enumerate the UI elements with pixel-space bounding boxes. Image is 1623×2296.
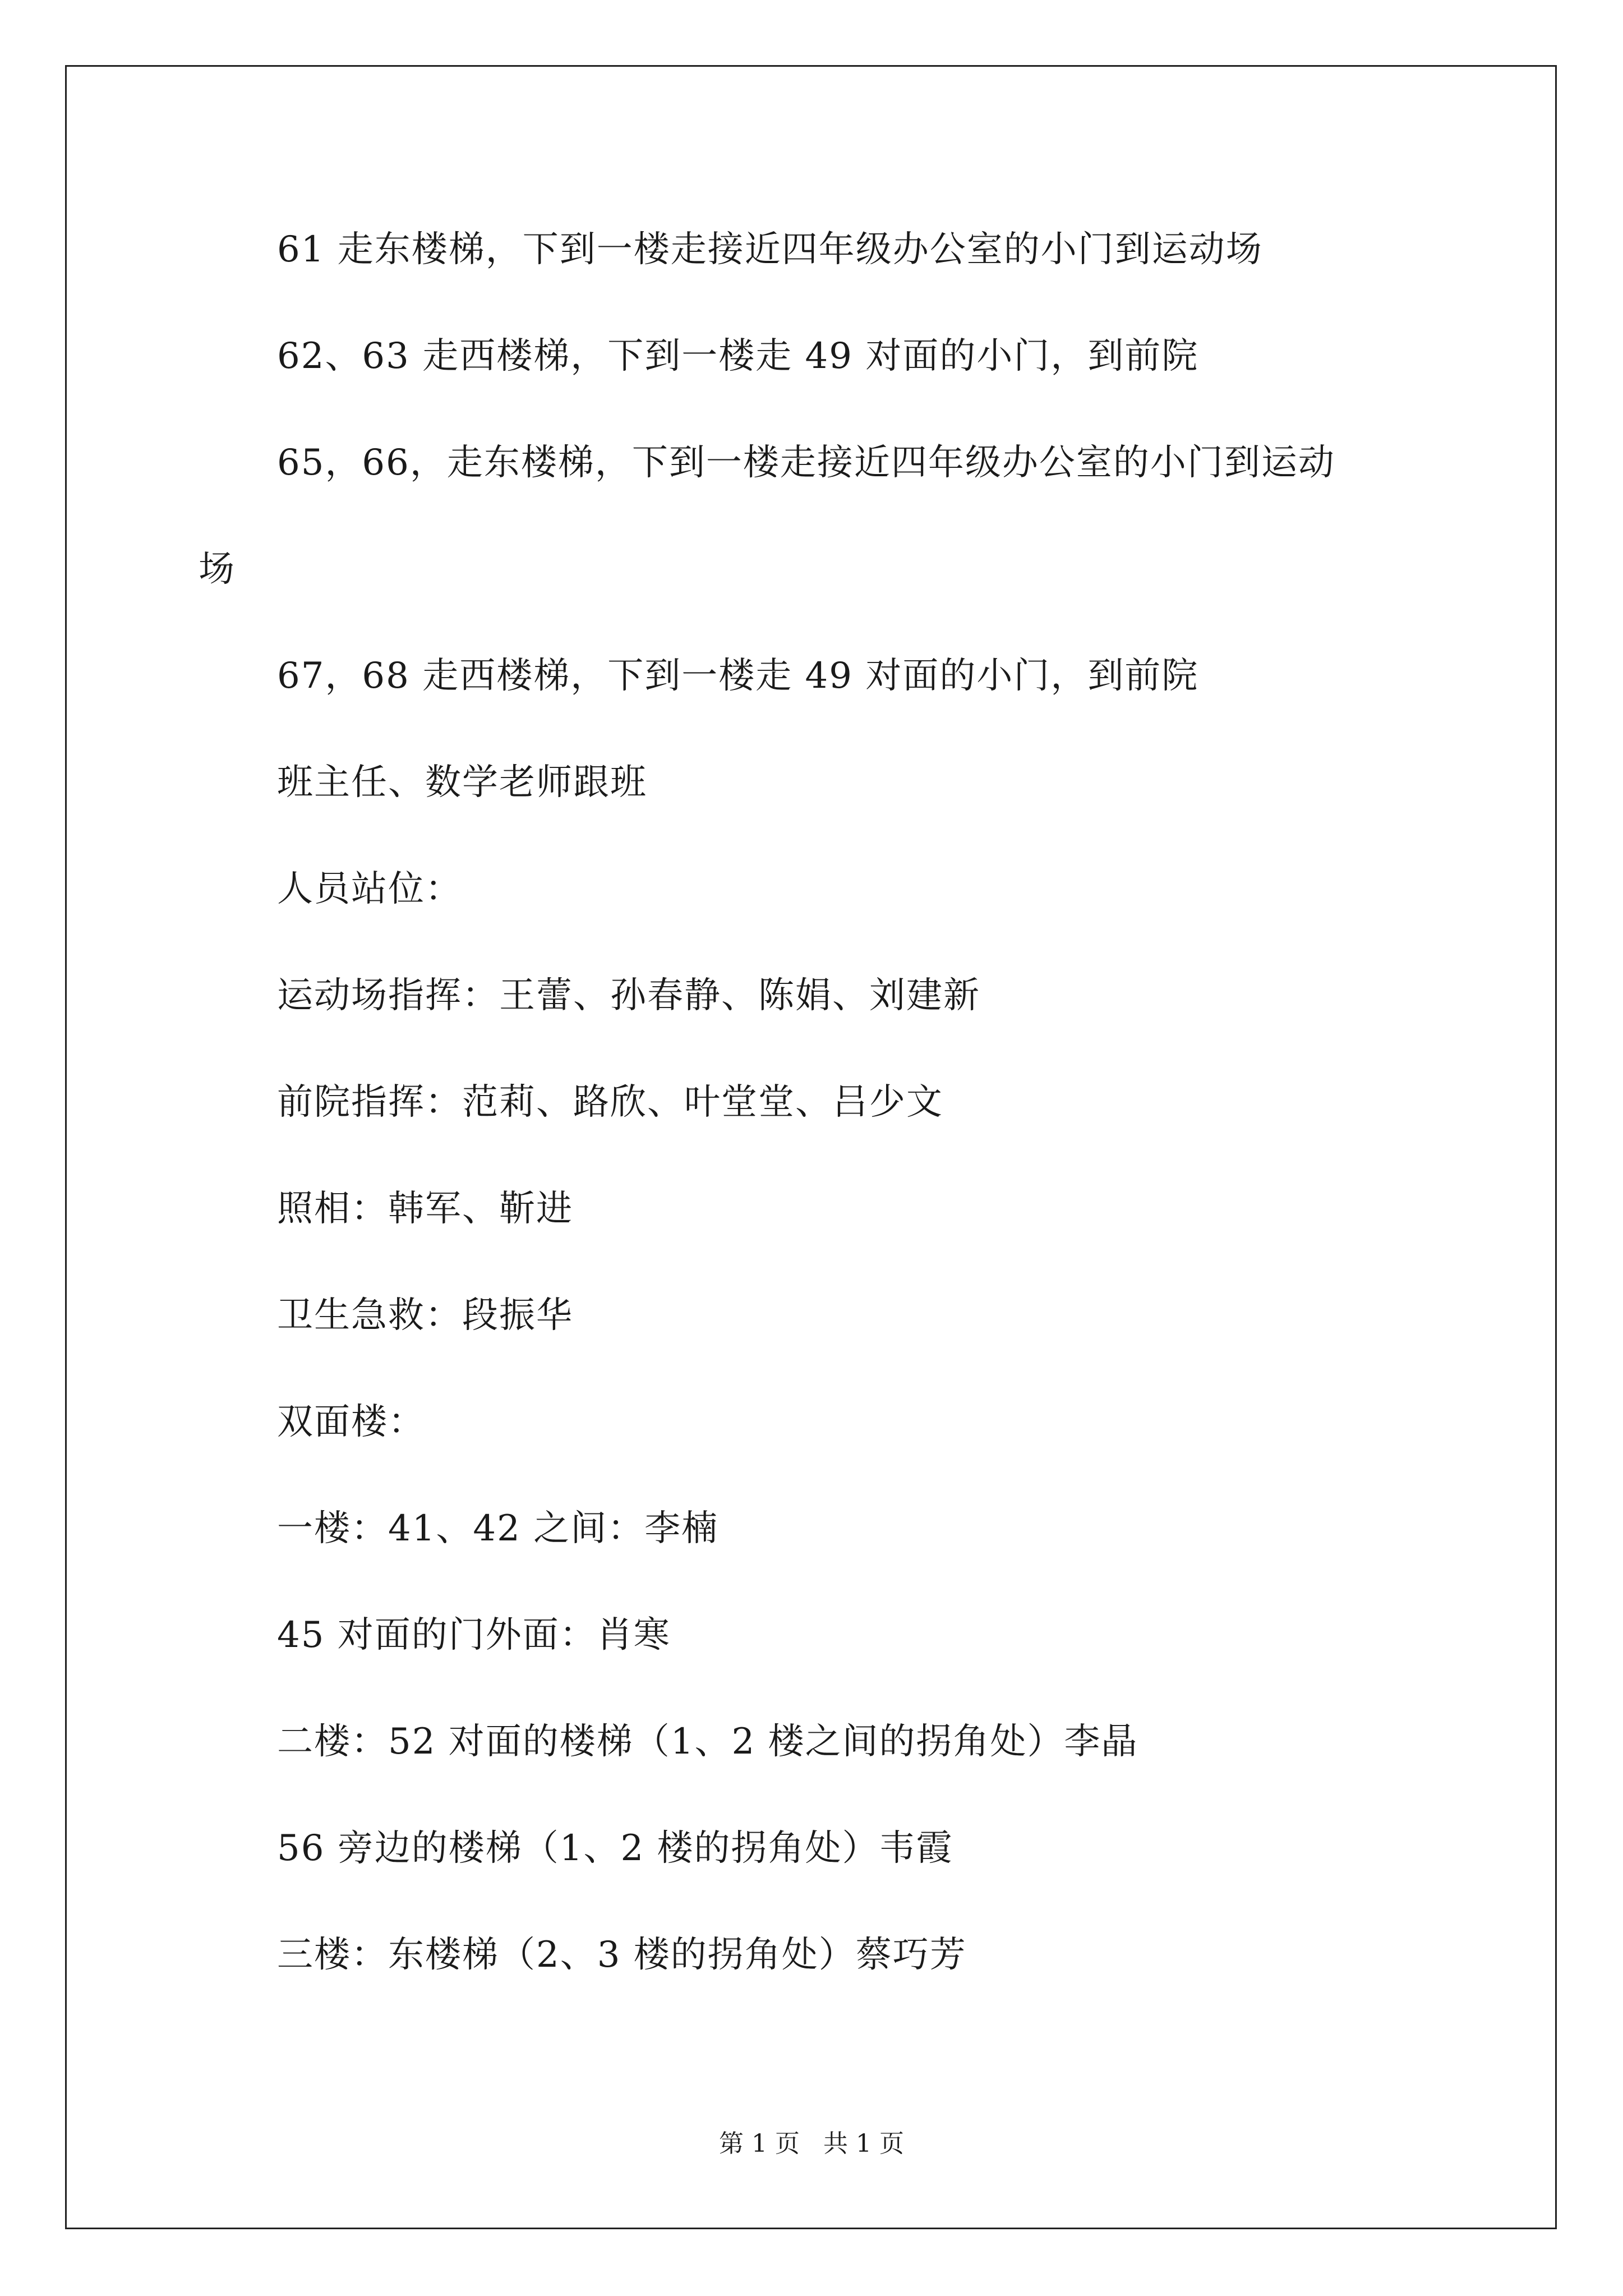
page-number-footer: 第 1 页 共 1 页 xyxy=(719,2129,904,2158)
text-line: 一楼：41、42 之间：李楠 xyxy=(277,1508,719,1549)
text-line: 双面楼： xyxy=(277,1401,425,1443)
page-border xyxy=(65,65,1557,2229)
text-line: 照相：韩军、靳进 xyxy=(277,1188,573,1230)
text-line: 前院指挥：范莉、路欣、叶堂堂、吕少文 xyxy=(277,1082,943,1123)
text-line: 61 走东楼梯，下到一楼走接近四年级办公室的小门到运动场 xyxy=(277,229,1263,270)
text-line: 二楼：52 对面的楼梯（1、2 楼之间的拐角处）李晶 xyxy=(277,1721,1138,1763)
text-line: 人员站位： xyxy=(277,868,462,910)
text-line: 45 对面的门外面：肖寒 xyxy=(277,1614,671,1656)
text-line: 65，66，走东楼梯，下到一楼走接近四年级办公室的小门到运动 xyxy=(277,442,1335,484)
text-line: 场 xyxy=(199,549,236,590)
text-line: 三楼：东楼梯（2、3 楼的拐角处）蔡巧芳 xyxy=(277,1934,967,1976)
text-line: 56 旁边的楼梯（1、2 楼的拐角处）韦霞 xyxy=(277,1828,953,1869)
text-line: 67，68 走西楼梯，下到一楼走 49 对面的小门，到前院 xyxy=(277,655,1199,697)
text-line: 卫生急救：段振华 xyxy=(277,1295,573,1336)
text-line: 班主任、数学老师跟班 xyxy=(277,762,647,803)
text-line: 62、63 走西楼梯，下到一楼走 49 对面的小门，到前院 xyxy=(277,335,1199,377)
text-line: 运动场指挥：王蕾、孙春静、陈娟、刘建新 xyxy=(277,975,980,1016)
